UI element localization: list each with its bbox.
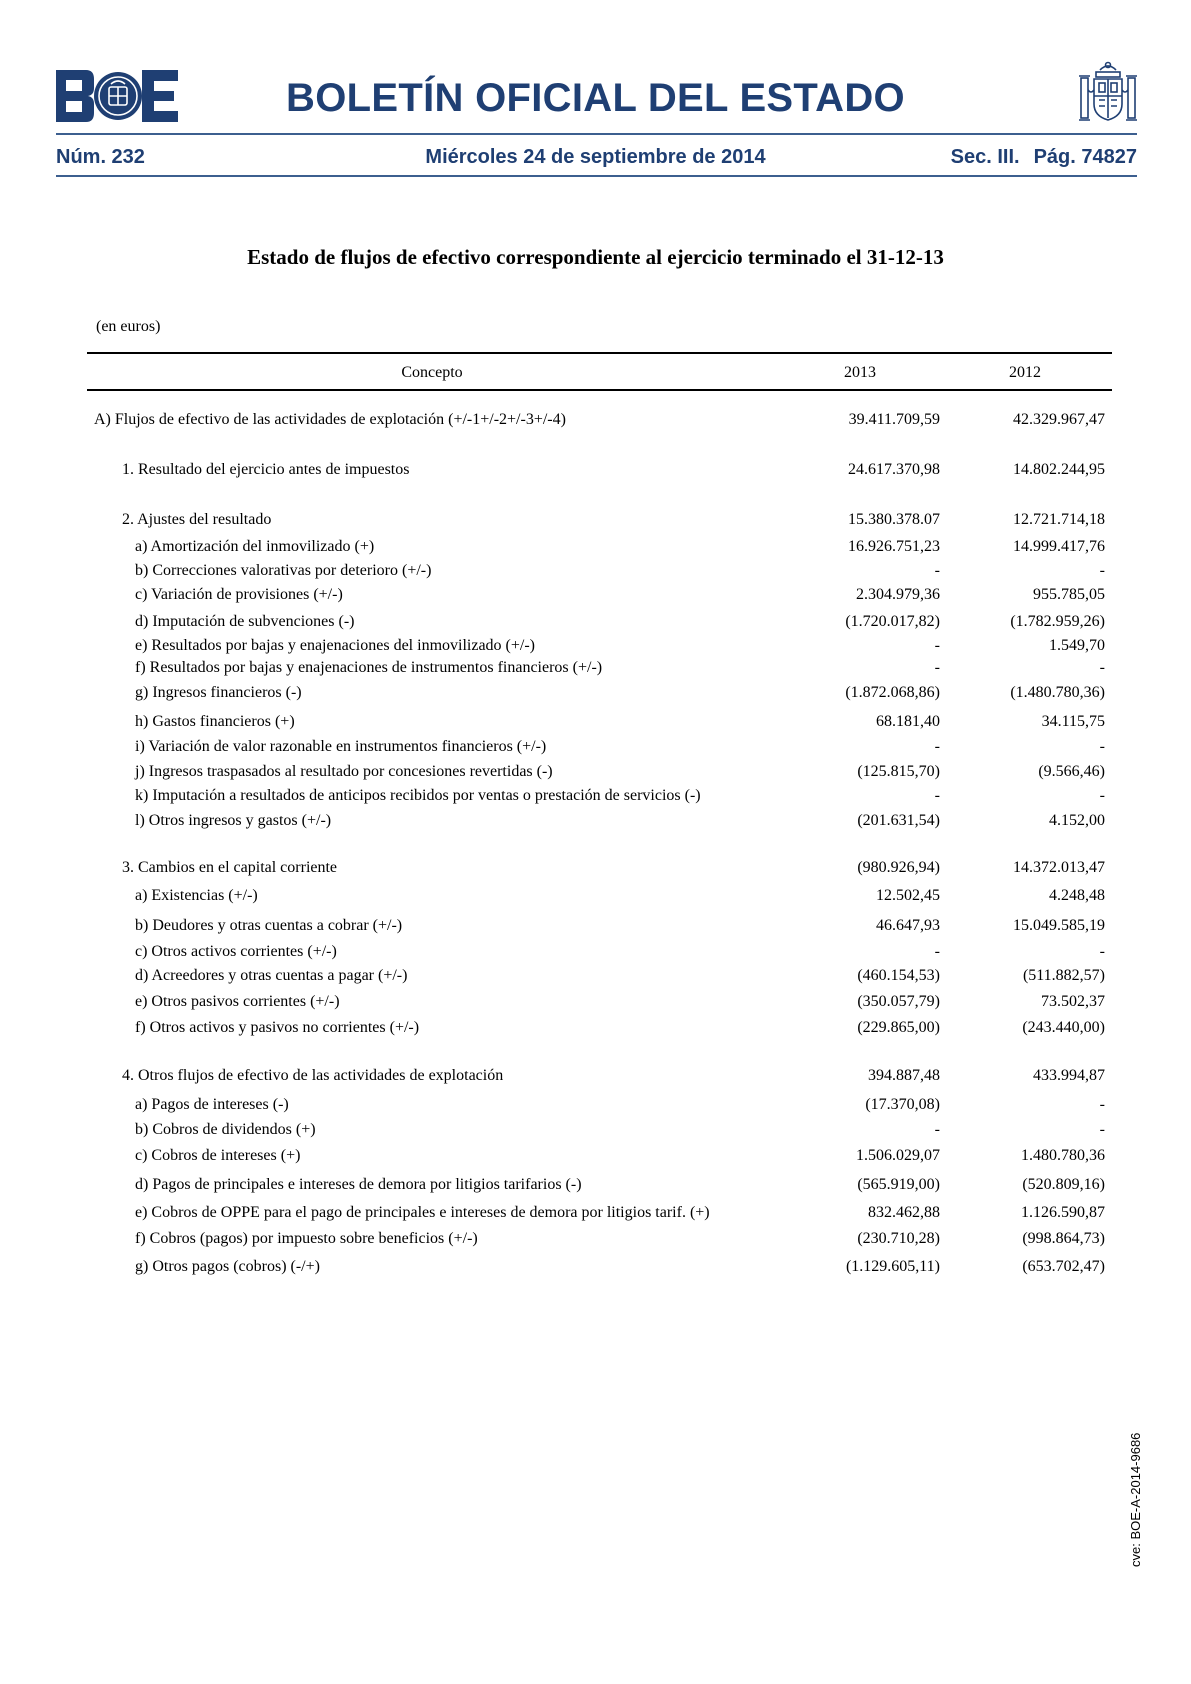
row-concept: f) Otros activos y pasivos no corrientes (+/-) <box>135 1019 420 1036</box>
table-header-rule <box>87 389 1112 391</box>
row-value-2012: 73.502,37 <box>1041 993 1105 1010</box>
row-value-2012: 1.480.780,36 <box>1021 1147 1105 1164</box>
table-row <box>0 763 1191 785</box>
table-row <box>0 812 1191 834</box>
row-value-2012: (1.480.780,36) <box>1010 684 1105 701</box>
table-row <box>0 859 1191 881</box>
issue-date: Miércoles 24 de septiembre de 2014 <box>425 146 766 168</box>
row-concept: k) Imputación a resultados de anticipos recibidos por ventas o prestación de servicios (-) <box>135 787 701 804</box>
row-value-2013: - <box>934 738 940 755</box>
row-value-2013: (350.057,79) <box>857 993 940 1010</box>
row-value-2012: 14.372.013,47 <box>1013 859 1105 876</box>
row-value-2013: 39.411.709,59 <box>848 411 940 428</box>
table-row <box>0 586 1191 608</box>
row-value-2012: - <box>1099 562 1105 579</box>
row-value-2012: - <box>1099 943 1105 960</box>
column-header-2013: 2013 <box>844 364 876 381</box>
column-header-2012: 2012 <box>1009 364 1041 381</box>
table-row <box>0 713 1191 735</box>
row-value-2013: - <box>934 1121 940 1138</box>
row-value-2013: - <box>934 659 940 676</box>
row-value-2013: 15.380.378.07 <box>848 511 940 528</box>
row-value-2012: - <box>1099 1096 1105 1113</box>
row-value-2013: (17.370,08) <box>865 1096 940 1113</box>
row-concept: f) Cobros (pagos) por impuesto sobre beneficios (+/-) <box>135 1230 478 1247</box>
row-value-2012: 433.994,87 <box>1033 1067 1105 1084</box>
row-concept: d) Acreedores y otras cuentas a pagar (+/-) <box>135 967 408 984</box>
row-concept: b) Cobros de dividendos (+) <box>135 1121 316 1138</box>
row-value-2013: 46.647,93 <box>876 917 940 934</box>
row-value-2012: - <box>1099 1121 1105 1138</box>
row-concept: f) Resultados por bajas y enajenaciones de instrumentos financieros (+/-) <box>135 659 603 676</box>
row-value-2012: 955.785,05 <box>1033 586 1105 603</box>
row-concept: 2. Ajustes del resultado <box>122 511 272 528</box>
row-value-2012: 1.549,70 <box>1049 637 1105 654</box>
row-value-2013: 1.506.029,07 <box>856 1147 940 1164</box>
row-value-2012: (998.864,73) <box>1022 1230 1105 1247</box>
row-concept: e) Cobros de OPPE para el pago de principales e intereses de demora por litigios tarif. (+) <box>135 1204 710 1221</box>
table-row <box>0 538 1191 560</box>
table-row <box>0 887 1191 909</box>
section-label: Sec. III. <box>950 146 1020 168</box>
row-value-2013: (980.926,94) <box>857 859 940 876</box>
row-value-2013: (565.919,00) <box>857 1176 940 1193</box>
row-value-2013: 394.887,48 <box>868 1067 940 1084</box>
header-title: BOLETÍN OFICIAL DEL ESTADO <box>286 76 905 120</box>
row-concept: c) Cobros de intereses (+) <box>135 1147 301 1164</box>
row-concept: e) Otros pasivos corrientes (+/-) <box>135 993 340 1010</box>
table-row <box>0 659 1191 681</box>
row-concept: h) Gastos financieros (+) <box>135 713 295 730</box>
row-value-2013: (460.154,53) <box>857 967 940 984</box>
row-value-2013: (1.129.605,11) <box>845 1258 940 1275</box>
row-concept: 1. Resultado del ejercicio antes de impuestos <box>122 461 410 478</box>
row-concept: g) Otros pagos (cobros) (-/+) <box>135 1258 320 1275</box>
row-value-2013: 832.462,88 <box>868 1204 940 1221</box>
table-row <box>0 1096 1191 1118</box>
section-page <box>951 146 1137 169</box>
table-row <box>0 917 1191 939</box>
row-value-2013: (125.815,70) <box>857 763 940 780</box>
table-row <box>0 637 1191 659</box>
row-concept: 4. Otros flujos de efectivo de las actividades de explotación <box>122 1067 504 1084</box>
row-value-2012: (9.566,46) <box>1038 763 1105 780</box>
table-row <box>0 461 1191 483</box>
row-concept: c) Otros activos corrientes (+/-) <box>135 943 337 960</box>
table-row <box>0 787 1191 809</box>
row-value-2012: 14.999.417,76 <box>1013 538 1105 555</box>
cve-code: cve: BOE-A-2014-9686 <box>1128 1432 1143 1567</box>
row-value-2012: (653.702,47) <box>1022 1258 1105 1275</box>
row-value-2012: (511.882,57) <box>1022 967 1105 984</box>
table-row <box>0 613 1191 635</box>
row-value-2013: 24.617.370,98 <box>848 461 940 478</box>
table-row <box>0 1019 1191 1041</box>
row-value-2012: 15.049.585,19 <box>1013 917 1105 934</box>
row-concept: A) Flujos de efectivo de las actividades de explotación (+/-1+/-2+/-3+/-4) <box>94 411 566 428</box>
column-header-concept: Concepto <box>401 364 463 381</box>
table-row <box>0 738 1191 760</box>
row-value-2013: - <box>934 943 940 960</box>
row-value-2013: (1.720.017,82) <box>845 613 940 630</box>
table-row <box>0 943 1191 965</box>
units-note: (en euros) <box>96 318 161 335</box>
row-concept: d) Imputación de subvenciones (-) <box>135 613 355 630</box>
row-value-2012: - <box>1099 659 1105 676</box>
page-label: Pág. 74827 <box>1033 146 1137 168</box>
row-value-2013: (230.710,28) <box>857 1230 940 1247</box>
row-value-2013: 68.181,40 <box>876 713 940 730</box>
row-concept: a) Pagos de intereses (-) <box>135 1096 289 1113</box>
row-value-2012: (1.782.959,26) <box>1010 613 1105 630</box>
row-value-2013: - <box>934 562 940 579</box>
row-value-2012: - <box>1099 787 1105 804</box>
row-value-2012: - <box>1099 738 1105 755</box>
row-value-2012: 12.721.714,18 <box>1013 511 1105 528</box>
row-concept: a) Existencias (+/-) <box>135 887 258 904</box>
row-value-2012: 4.152,00 <box>1049 812 1105 829</box>
row-value-2012: 1.126.590,87 <box>1021 1204 1105 1221</box>
table-row <box>0 1121 1191 1143</box>
row-concept: b) Deudores y otras cuentas a cobrar (+/-) <box>135 917 403 934</box>
row-value-2012: 14.802.244,95 <box>1013 461 1105 478</box>
row-concept: b) Correcciones valorativas por deterioro (+/-) <box>135 562 432 579</box>
coat-of-arms-icon <box>1078 60 1138 126</box>
table-row <box>0 1147 1191 1169</box>
row-value-2012: (243.440,00) <box>1022 1019 1105 1036</box>
row-concept: g) Ingresos financieros (-) <box>135 684 302 701</box>
table-row <box>0 1258 1191 1280</box>
row-concept: j) Ingresos traspasados al resultado por concesiones revertidas (-) <box>135 763 553 780</box>
table-row <box>0 993 1191 1015</box>
table-row <box>0 1067 1191 1089</box>
row-value-2013: - <box>934 637 940 654</box>
table-row <box>0 1204 1191 1226</box>
row-value-2013: (1.872.068,86) <box>845 684 940 701</box>
row-value-2013: 2.304.979,36 <box>856 586 940 603</box>
row-value-2012: 42.329.967,47 <box>1013 411 1105 428</box>
row-concept: d) Pagos de principales e intereses de demora por litigios tarifarios (-) <box>135 1176 582 1193</box>
row-value-2012: 34.115,75 <box>1041 713 1105 730</box>
row-value-2012: (520.809,16) <box>1022 1176 1105 1193</box>
row-concept: l) Otros ingresos y gastos (+/-) <box>135 812 332 829</box>
row-concept: 3. Cambios en el capital corriente <box>122 859 338 876</box>
row-concept: a) Amortización del inmovilizado (+) <box>135 538 375 555</box>
table-row <box>0 1176 1191 1198</box>
table-row <box>0 511 1191 533</box>
row-concept: i) Variación de valor razonable en instrumentos financieros (+/-) <box>135 738 547 755</box>
row-value-2013: 12.502,45 <box>876 887 940 904</box>
row-value-2012: 4.248,48 <box>1049 887 1105 904</box>
row-value-2013: 16.926.751,23 <box>848 538 940 555</box>
header-rule-top <box>56 133 1137 135</box>
issue-number: Núm. 232 <box>56 146 145 168</box>
table-row <box>0 684 1191 706</box>
row-value-2013: (229.865,00) <box>857 1019 940 1036</box>
header-rule-bottom <box>56 175 1137 177</box>
row-concept: e) Resultados por bajas y enajenaciones del inmovilizado (+/-) <box>135 637 536 654</box>
table-row <box>0 967 1191 989</box>
row-concept: c) Variación de provisiones (+/-) <box>135 586 343 603</box>
table-row <box>0 1230 1191 1252</box>
document-title: Estado de flujos de efectivo correspondiente al ejercicio terminado el 31-12-13 <box>247 245 944 269</box>
table-top-rule <box>87 352 1112 354</box>
row-value-2013: (201.631,54) <box>857 812 940 829</box>
table-row <box>0 411 1191 433</box>
row-value-2013: - <box>934 787 940 804</box>
table-row <box>0 562 1191 584</box>
